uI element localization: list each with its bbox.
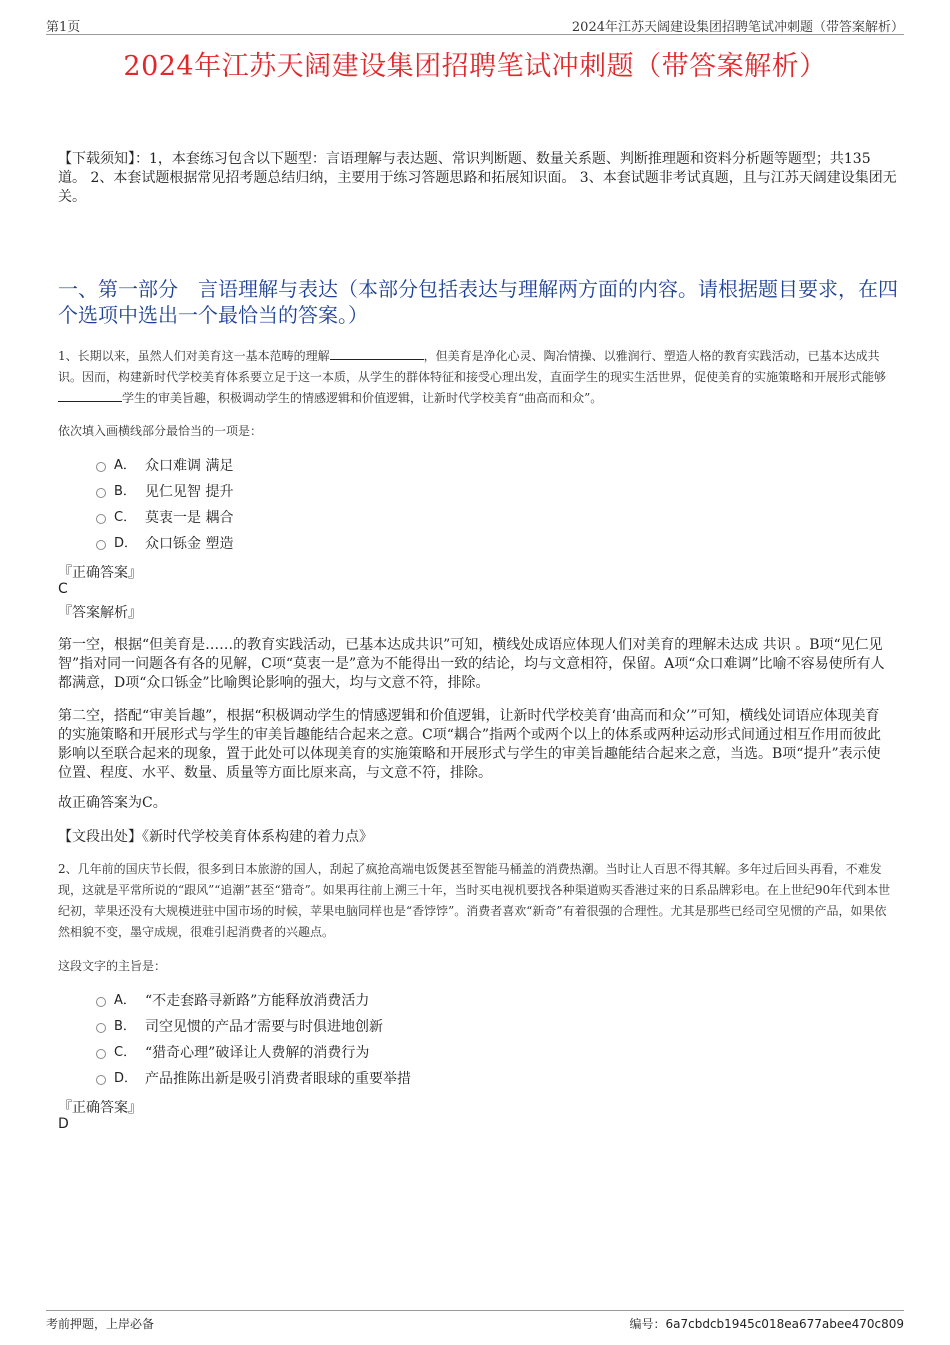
page-number: 第1页: [46, 20, 81, 35]
q1-analysis-paragraph-1: 第一空，根据“但美育是……的教育实践活动，已基本达成共识”可知，横线处成语应体现人们对美育的理解未达成 共识 。B项“见仁见智”指对同一问题各有各的见解，C项“莫衷一是”意为不能得出一致的结论，均与文意相符，保留。A项“众口难调”比喻不容易使所有人都满意，D项“众口铄金”比喻舆论影响的强大，均与文意不符，排除。: [58, 637, 885, 691]
footer-slogan: 考前押题，上岸必备: [46, 1317, 155, 1331]
q1-answer: C: [58, 581, 68, 597]
radio-icon[interactable]: [96, 462, 106, 472]
q2-answer-label: 『正确答案』: [58, 1100, 142, 1116]
footer-code: 编号：6a7cbdcb1945c018ea677abee470c809: [629, 1317, 904, 1331]
radio-icon[interactable]: [96, 997, 106, 1007]
page-footer: [46, 1310, 904, 1331]
question-1-stem: 1、长期以来，虽然人们对美育这一基本范畴的理解 ，但美育是净化心灵、陶冶情操、以雅润行、塑造人格的教育实践活动，已基本达成共识。因而，构建新时代学校美育体系要立足于这一本质，从学生的群体特征和接受心理出发，直面学生的现实生活世界，促使美育的实施策略和开展形式能够学生的审美旨趣，积极调动学生的情感逻辑和价值逻辑，让新时代学校美育“曲高而和众”。: [58, 349, 887, 405]
question-1-prompt: 依次填入画横线部分最恰当的一项是：: [58, 424, 263, 438]
page-header: [46, 14, 904, 35]
radio-icon[interactable]: [96, 1075, 106, 1085]
radio-icon[interactable]: [96, 514, 106, 524]
blank-2: [58, 389, 122, 402]
q1-source: 【文段出处】《新时代学校美育体系构建的着力点》: [58, 829, 373, 845]
q1-analysis-label: 『答案解析』: [58, 605, 142, 621]
radio-icon[interactable]: [96, 1049, 106, 1059]
question-2-stem: 2、几年前的国庆节长假，很多到日本旅游的国人，刮起了疯抢高端电饭煲甚至智能马桶盖的消费热潮。当时让人百思不得其解。多年过后回头再看，不难发现，这就是平常所说的“跟风”“追潮”甚至“猎奇”。如果再往前上溯三十年，当时买电视机要找各种渠道购买香港过来的日系品牌彩电。在上世纪90年代到本世纪初，苹果还没有大规模进驻中国市场的时候，苹果电脑同样也是“香饽饽”。消费者喜欢“新奇”有着很强的合理性。尤其是那些已经司空见惯的产品，如果依然相貌不变，墨守成规，很难引起消费者的兴趣点。: [58, 862, 891, 939]
q1-conclusion: 故正确答案为C。: [58, 795, 167, 811]
radio-icon[interactable]: [96, 540, 106, 550]
q2-answer: D: [58, 1116, 69, 1132]
q1-analysis-paragraph-2: 第二空，搭配“审美旨趣”，根据“积极调动学生的情感逻辑和价值逻辑，让新时代学校美育‘曲高而和众’”可知，横线处词语应体现美育的实施策略和开展形式与学生的审美旨趣能结合起来之意。C项“耦合”指两个或两个以上的体系或两种运动形式间通过相互作用而彼此影响以至联合起来的现象，置于此处可以体现美育的实施策略和开展形式与学生的审美旨趣能结合起来之意，当选。B项“提升”表示使位置、程度、水平、数量、质量等方面比原来高，与文意不符，排除。: [58, 708, 882, 781]
blank-1: [330, 347, 424, 360]
download-notice: 【下载须知】：1，本套练习包含以下题型：言语理解与表达题、常识判断题、数量关系题、判断推理题和资料分析题等题型；共135道。 2、本套试题根据常见招考题总结归纳，主要用于练习答题思路和拓展知识面。 3、本套试题非考试真题，且与江苏天阔建设集团无关。: [58, 151, 897, 205]
radio-icon[interactable]: [96, 488, 106, 498]
radio-icon[interactable]: [96, 1023, 106, 1033]
document-title: 2024年江苏天阔建设集团招聘笔试冲刺题（带答案解析）: [123, 51, 827, 82]
section-heading: 一、第一部分 言语理解与表达（本部分包括表达与理解两方面的内容。请根据题目要求，在四个选项中选出一个最恰当的答案。）: [58, 277, 898, 327]
question-2-prompt: 这段文字的主旨是：: [58, 959, 167, 973]
q1-answer-label: 『正确答案』: [58, 565, 142, 581]
header-doc-title: 2024年江苏天阔建设集团招聘笔试冲刺题（带答案解析）: [571, 20, 904, 35]
